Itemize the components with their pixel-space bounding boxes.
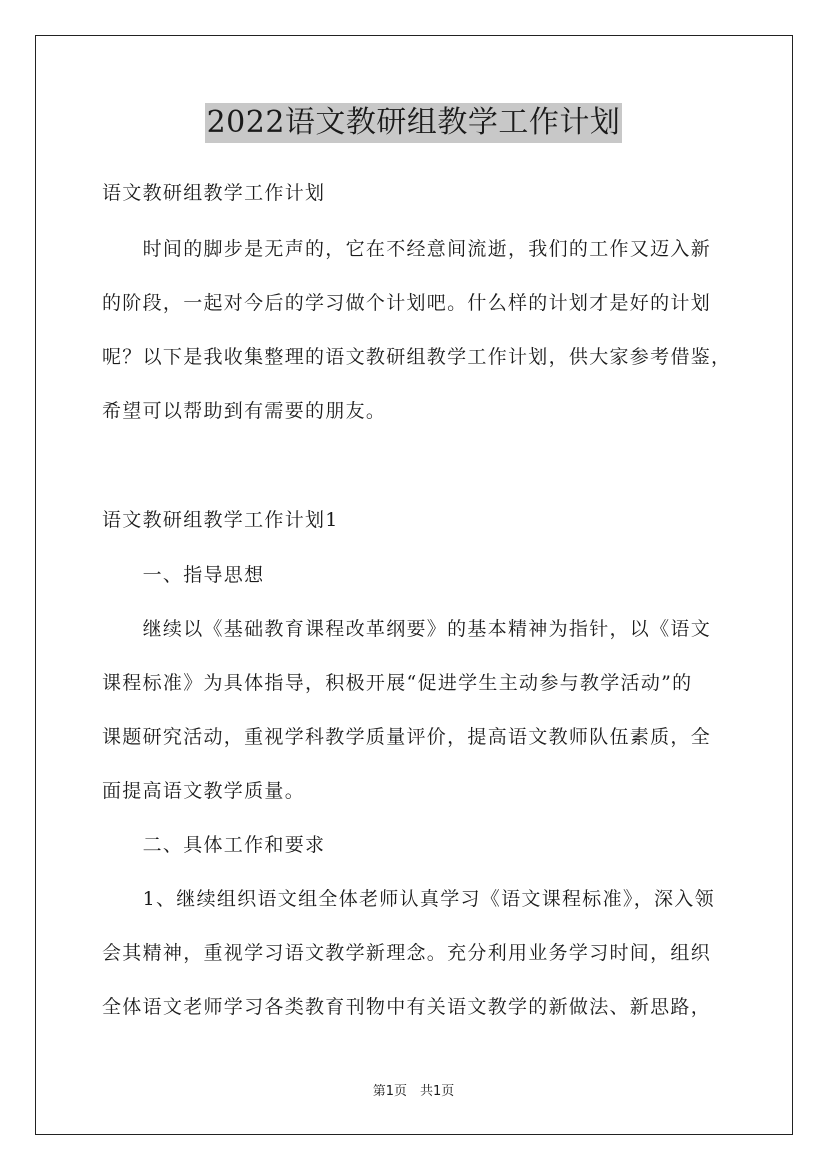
paragraph-line: 希望可以帮助到有需要的朋友。 bbox=[102, 400, 387, 422]
paragraph-line: 课程标准》为具体指导，积极开展“促进学生主动参与教学活动”的 bbox=[102, 672, 693, 694]
document-title: 2022语文教研组教学工作计划 bbox=[205, 103, 623, 143]
subsection-heading: 二、具体工作和要求 bbox=[102, 834, 326, 856]
paragraph-line: 课题研究活动，重视学科教学质量评价，提高语文教师队伍素质，全 bbox=[102, 726, 712, 748]
page-footer: 第1页 共1页 bbox=[372, 1084, 455, 1099]
subsection-heading: 一、指导思想 bbox=[102, 564, 265, 586]
title-container bbox=[0, 103, 827, 143]
paragraph-line: 1、继续组织语文组全体老师认真学习《语文课程标准》，深入领 bbox=[102, 888, 715, 910]
paragraph-line: 呢？以下是我收集整理的语文教研组教学工作计划，供大家参考借鉴， bbox=[102, 346, 732, 368]
paragraph-line: 会其精神，重视学习语文教学新理念。充分利用业务学习时间，组织 bbox=[102, 942, 712, 964]
paragraph-line: 的阶段，一起对今后的学习做个计划吧。什么样的计划才是好的计划 bbox=[102, 292, 712, 314]
paragraph-line: 继续以《基础教育课程改革纲要》的基本精神为指针，以《语文 bbox=[102, 618, 712, 640]
subtitle-line: 语文教研组教学工作计划 bbox=[102, 182, 326, 204]
paragraph-line: 时间的脚步是无声的，它在不经意间流逝，我们的工作又迈入新 bbox=[102, 238, 712, 260]
paragraph-line: 面提高语文教学质量。 bbox=[102, 780, 306, 802]
paragraph-line: 全体语文老师学习各类教育刊物中有关语文教学的新做法、新思路， bbox=[102, 996, 712, 1018]
section-heading: 语文教研组教学工作计划1 bbox=[102, 509, 339, 531]
